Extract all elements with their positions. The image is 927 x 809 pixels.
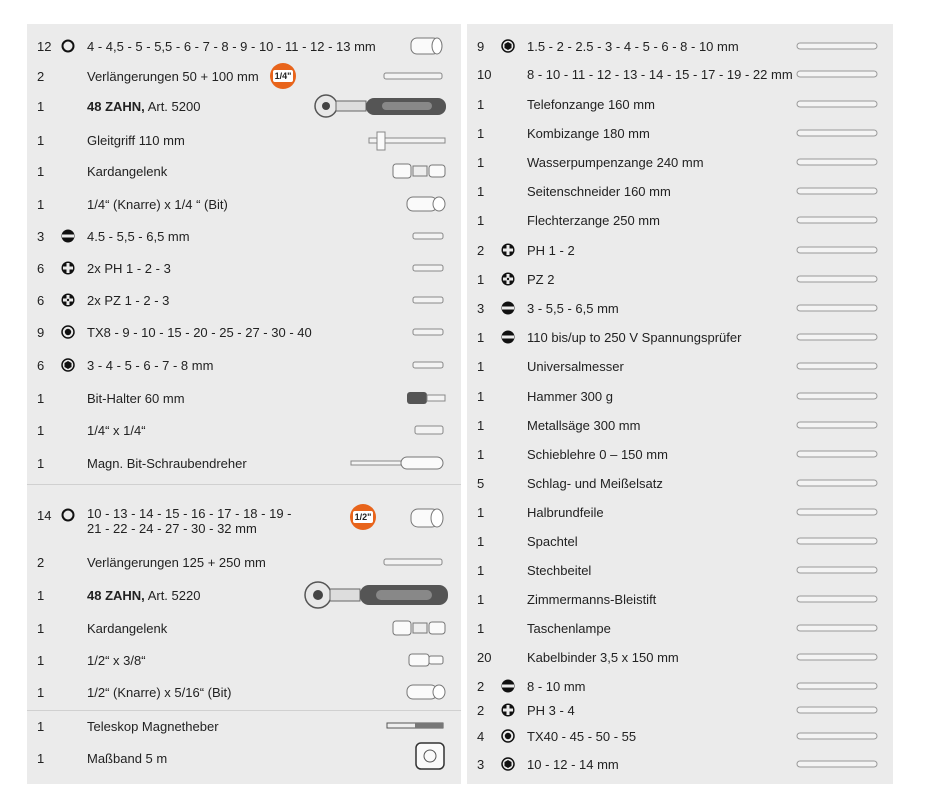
list-item [467,722,893,750]
item-description: Spachtel [527,533,578,549]
pozidriv-icon [61,293,75,307]
item-qty: 1 [37,455,45,471]
item-description: 2x PH 1 - 2 - 3 [87,260,171,276]
item-qty: 1 [477,125,485,141]
item-qty: 3 [477,300,485,316]
bit-adapter-icon [405,194,449,214]
item-description: Gleitgriff 110 mm [87,132,185,148]
tool-illustration-icon [787,154,883,173]
item-qty: 1 [37,718,45,734]
item-qty: 2 [477,678,485,694]
tool-illustration-icon [787,504,883,523]
list-item [467,750,893,778]
item-qty: 2 [477,702,485,718]
socket-icon [407,35,447,57]
item-description: Verlängerungen 125 + 250 mm [87,554,266,570]
bit-holder-icon [405,390,449,406]
list-item [467,411,893,439]
phillips-icon [501,243,515,257]
item-description: 3 - 4 - 5 - 6 - 7 - 8 mm [87,357,214,373]
tool-illustration-icon [787,562,883,581]
adapter-icon [413,424,447,436]
slot-icon [501,301,515,315]
item-qty: 1 [477,504,485,520]
list-item [467,614,893,642]
quarter-inch-badge: 1/4" [270,63,296,89]
item-description: 2x PZ 1 - 2 - 3 [87,292,170,308]
item-qty: 1 [477,591,485,607]
list-item [467,585,893,613]
hex-icon [61,358,75,372]
list-item [27,384,461,412]
item-description: TX40 - 45 - 50 - 55 [527,728,637,744]
list-item [467,206,893,234]
item-description: Stechbeitel [527,562,592,578]
list-item [27,351,461,379]
item-description: 1/4“ (Knarre) x 1/4 “ (Bit) [87,196,228,212]
item-qty: 1 [37,652,45,668]
item-qty: 1 [477,388,485,404]
item-description: 4 - 4,5 - 5 - 5,5 - 6 - 7 - 8 - 9 - 10 - 11 - 12 - 13 mm [87,38,376,54]
list-item [467,696,893,724]
item-description: Schieblehre 0 – 150 mm [527,446,668,462]
item-qty: 1 [37,390,45,406]
item-description: 1/2“ x 3/8“ [87,652,146,668]
list-item [27,449,461,477]
list-item [27,678,461,706]
bit-icon [411,327,447,337]
item-qty: 3 [37,228,45,244]
circle-open-icon [61,508,75,522]
tool-illustration-icon [787,38,883,57]
list-item [467,323,893,351]
bit-screwdriver-icon [347,454,447,472]
item-description: PH 1 - 2 [527,242,575,258]
tool-illustration-icon [787,446,883,465]
list-item [27,92,461,120]
item-qty: 9 [37,324,45,340]
item-description: 1/4“ x 1/4“ [87,422,146,438]
list-item [27,502,461,542]
item-description: Metallsäge 300 mm [527,417,641,433]
item-qty: 1 [37,422,45,438]
list-item [27,254,461,282]
tool-illustration-icon [787,300,883,319]
item-qty: 1 [477,183,485,199]
hex-icon [501,757,515,771]
item-qty: 1 [37,163,45,179]
slot-icon [501,330,515,344]
item-qty: 6 [37,357,45,373]
item-description: Universalmesser [527,358,624,374]
item-qty: 12 [37,38,52,54]
item-description: Kardangelenk [87,620,168,636]
tool-illustration-icon [787,620,883,639]
bit-adapter-icon [405,682,449,702]
item-qty: 1 [37,196,45,212]
tool-illustration-icon [787,96,883,115]
item-qty: 2 [37,68,45,84]
item-qty: 4 [477,728,485,744]
list-item [467,643,893,671]
list-item [467,177,893,205]
reducer-icon [407,652,447,668]
item-description: Kardangelenk [87,163,168,179]
item-qty: 1 [477,154,485,170]
item-description: PH 3 - 4 [527,702,575,718]
list-item [467,90,893,118]
socket-icon [407,506,447,530]
universal-joint-icon [391,162,449,180]
phillips-icon [501,703,515,717]
tool-illustration-icon [787,591,883,610]
list-item [27,62,461,90]
extension-bar-icon [382,556,447,568]
list-item [467,294,893,322]
item-qty: 1 [37,750,45,766]
item-qty: 1 [477,446,485,462]
item-description: 10 - 13 - 14 - 15 - 16 - 17 - 18 - 19 - 21 - 22 - 24 - 27 - 30 - 32 mm [87,506,292,536]
list-item [27,581,461,609]
list-item [467,469,893,497]
list-item [27,614,461,642]
bit-icon [411,231,447,241]
item-qty: 1 [477,358,485,374]
item-description: 10 - 12 - 14 mm [527,756,619,772]
ratchet-icon [302,581,452,609]
torx-icon [501,729,515,743]
item-description: Maßband 5 m [87,750,168,766]
tool-illustration-icon [787,533,883,552]
item-description: Bit-Halter 60 mm [87,390,185,406]
torx-icon [61,325,75,339]
list-item [27,416,461,444]
half-inch-badge: 1/2" [350,504,376,530]
list-item [27,318,461,346]
bit-icon [411,263,447,273]
list-item [467,119,893,147]
list-item [467,32,893,60]
list-item [27,222,461,250]
item-qty: 2 [37,554,45,570]
item-qty: 1 [477,620,485,636]
list-item [467,265,893,293]
tool-illustration-icon [787,728,883,747]
item-description: Kombizange 180 mm [527,125,650,141]
bit-icon [411,295,447,305]
item-qty: 1 [37,620,45,636]
list-item [467,440,893,468]
item-qty: 10 [477,66,492,82]
list-item [27,548,461,576]
item-description: Hammer 300 g [527,388,613,404]
section-divider [27,484,461,485]
item-qty: 2 [477,242,485,258]
list-item [27,126,461,154]
item-qty: 14 [37,508,52,523]
item-qty: 1 [477,533,485,549]
item-qty: 3 [477,756,485,772]
circle-open-icon [61,39,75,53]
extension-bar-icon [382,70,447,82]
item-description: Seitenschneider 160 mm [527,183,671,199]
item-qty: 1 [477,329,485,345]
item-description: TX8 - 9 - 10 - 15 - 20 - 25 - 27 - 30 - 40 [87,324,312,340]
item-description: Flechterzange 250 mm [527,212,660,228]
item-qty: 1 [37,684,45,700]
item-description: 48 ZAHN, Art. 5220 [87,587,201,603]
item-description: Taschenlampe [527,620,611,636]
right-panel [467,24,893,784]
item-qty: 5 [477,475,485,491]
tool-illustration-icon [787,212,883,231]
sliding-tbar-icon [365,130,450,152]
item-qty: 20 [477,649,492,665]
item-qty: 1 [37,587,45,603]
item-qty: 1 [37,98,45,114]
list-item [467,148,893,176]
list-item [467,236,893,264]
tool-illustration-icon [787,417,883,436]
hex-icon [501,39,515,53]
item-qty: 9 [477,38,485,54]
list-item [467,527,893,555]
list-item [467,60,893,88]
tool-illustration-icon [787,183,883,202]
list-item [467,498,893,526]
item-qty: 1 [37,132,45,148]
item-qty: 1 [477,417,485,433]
list-item [27,32,461,60]
item-description: 8 - 10 - 11 - 12 - 13 - 14 - 15 - 17 - 19 - 22 mm [527,66,793,82]
item-description: Halbrundfeile [527,504,604,520]
bit-icon [411,360,447,370]
tool-illustration-icon [787,66,883,85]
item-description: PZ 2 [527,271,555,287]
slot-icon [501,679,515,693]
list-item [27,646,461,674]
item-qty: 1 [477,562,485,578]
tool-illustration-icon [787,756,883,775]
item-description: Magn. Bit-Schraubendreher [87,455,247,471]
item-description: Teleskop Magnetheber [87,718,219,734]
telescopic-magnet-icon [385,720,447,732]
item-description: Telefonzange 160 mm [527,96,655,112]
tool-illustration-icon [787,475,883,494]
tape-measure-icon [413,740,449,772]
list-item [467,382,893,410]
list-item [467,556,893,584]
slot-icon [61,229,75,243]
tool-illustration-icon [787,329,883,348]
item-description: Schlag- und Meißelsatz [527,475,663,491]
tool-illustration-icon [787,388,883,407]
list-item [467,352,893,380]
item-description: 1.5 - 2 - 2.5 - 3 - 4 - 5 - 6 - 8 - 10 mm [527,38,739,54]
tool-illustration-icon [787,649,883,668]
item-description: 3 - 5,5 - 6,5 mm [527,300,619,316]
item-description: 8 - 10 mm [527,678,586,694]
tool-illustration-icon [787,242,883,261]
item-qty: 6 [37,292,45,308]
item-description: Zimmermanns-Bleistift [527,591,657,607]
item-qty: 1 [477,96,485,112]
item-description: 1/2“ (Knarre) x 5/16“ (Bit) [87,684,232,700]
item-description: Kabelbinder 3,5 x 150 mm [527,649,679,665]
item-description: Wasserpumpenzange 240 mm [527,154,704,170]
tool-illustration-icon [787,702,883,721]
item-qty: 1 [477,271,485,287]
item-description: 110 bis/up to 250 V Spannungsprüfer [527,329,742,345]
tool-illustration-icon [787,125,883,144]
list-item [27,286,461,314]
item-description: 4.5 - 5,5 - 6,5 mm [87,228,190,244]
list-item [27,712,461,740]
tool-illustration-icon [787,271,883,290]
list-item [27,190,461,218]
pozidriv-icon [501,272,515,286]
list-item [27,744,461,772]
item-qty: 6 [37,260,45,276]
universal-joint-icon [391,619,449,637]
left-panel [27,24,461,784]
item-description: Verlängerungen 50 + 100 mm [87,68,259,84]
list-item [27,157,461,185]
item-qty: 1 [477,212,485,228]
ratchet-icon [312,94,452,120]
section-divider [27,710,461,711]
tool-illustration-icon [787,678,883,697]
phillips-icon [61,261,75,275]
item-description: 48 ZAHN, Art. 5200 [87,98,201,114]
tool-illustration-icon [787,358,883,377]
